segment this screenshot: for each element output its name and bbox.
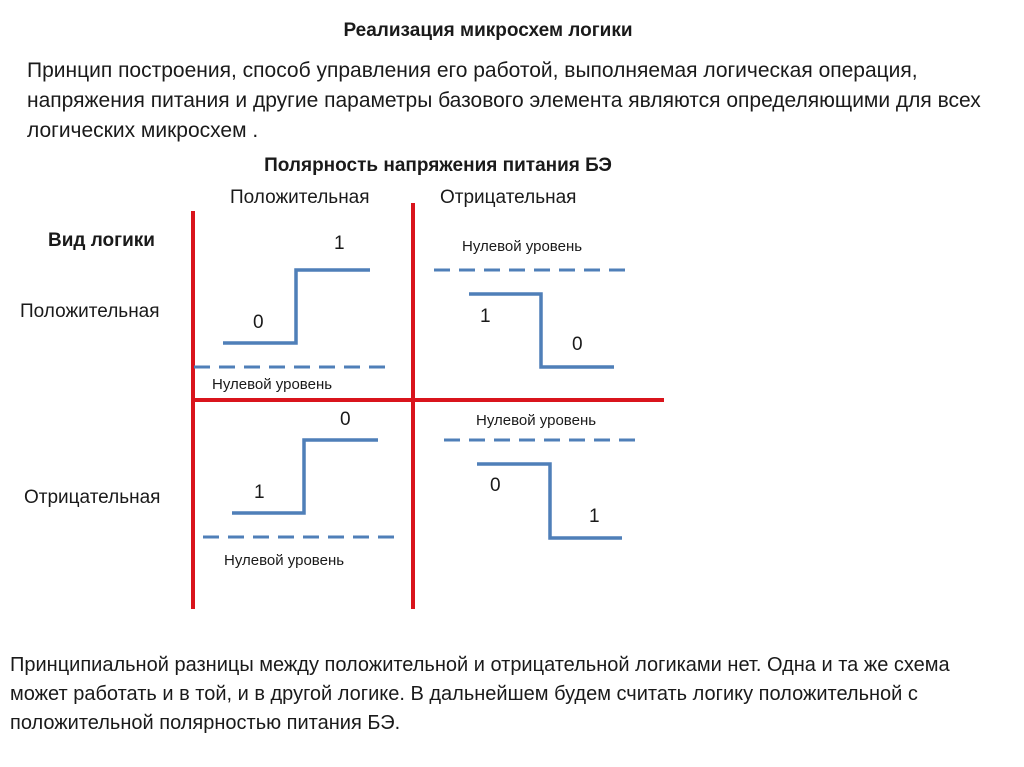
- signal-step-down-top-right: [469, 294, 614, 367]
- row-label-negative: Отрицательная: [24, 487, 161, 508]
- diagram-title: Полярность напряжения питания БЭ: [264, 155, 612, 176]
- page-title: Реализация микросхем логики: [343, 20, 633, 41]
- level-label-low-bottom-left: 1: [254, 482, 265, 503]
- column-header-positive: Положительная: [230, 187, 370, 208]
- conclusion-paragraph: Принципиальной разницы между положительной и отрицательной логиками нет. Одна и та же схема может работать и в той, и в другой логике. В дальнейшем будем считать логику положительной с положительной полярностью питания БЭ.: [10, 654, 950, 734]
- row-header-logic-type: Вид логики: [48, 230, 155, 251]
- level-label-low-top-left: 0: [253, 312, 264, 333]
- intro-paragraph: Принцип построения, способ управления его работой, выполняемая логическая операция, напряжения питания и другие параметры базового элемента являются определяющими для всех логических микросхем .: [27, 59, 981, 142]
- level-label-high-top-left: 1: [334, 233, 345, 254]
- level-label-high-bottom-left: 0: [340, 409, 351, 430]
- zero-level-label-bottom-right: Нулевой уровень: [476, 412, 597, 429]
- level-label-low-bottom-right: 1: [589, 506, 600, 527]
- row-label-positive: Положительная: [20, 301, 160, 322]
- level-label-high-bottom-right: 0: [490, 475, 501, 496]
- column-header-negative: Отрицательная: [440, 187, 577, 208]
- signal-step-up-top-left: [223, 270, 370, 343]
- zero-level-label-bottom-left: Нулевой уровень: [224, 552, 345, 569]
- zero-level-label-top-left: Нулевой уровень: [212, 376, 333, 393]
- zero-level-label-top-right: Нулевой уровень: [462, 238, 583, 255]
- level-label-low-top-right: 0: [572, 334, 583, 355]
- level-label-high-top-right: 1: [480, 306, 491, 327]
